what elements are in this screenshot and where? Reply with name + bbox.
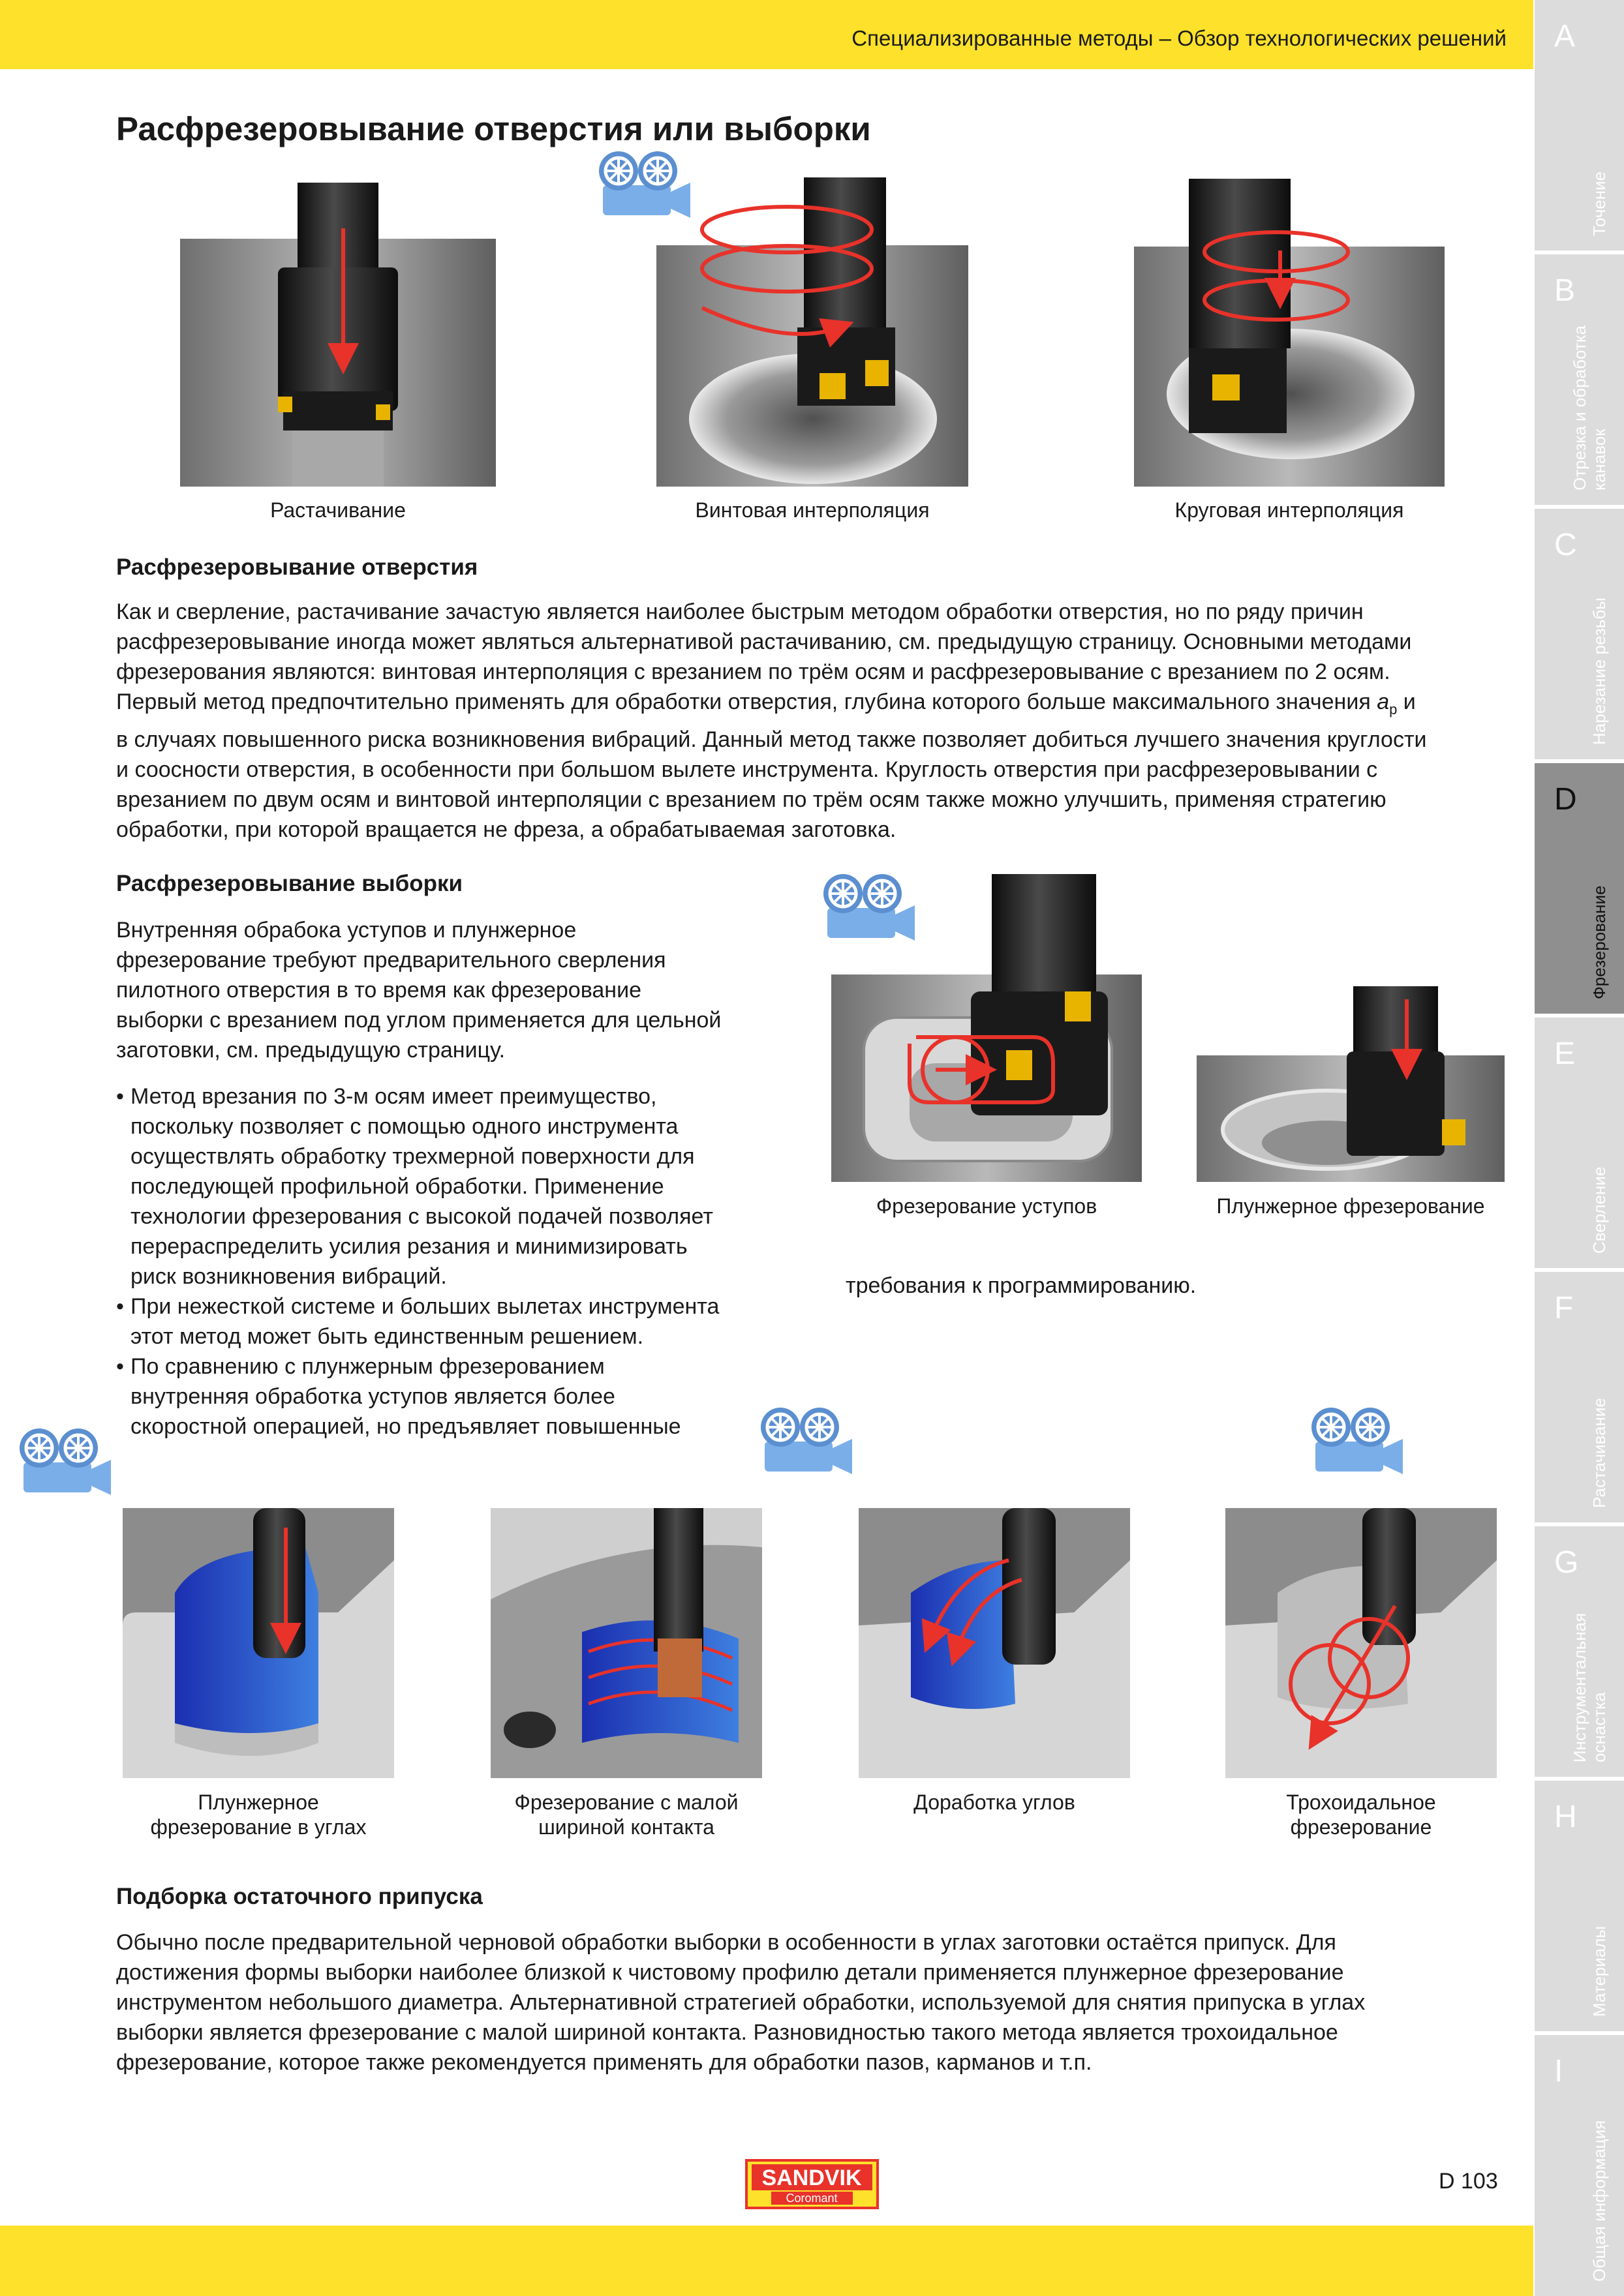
tab-a[interactable]: [1535, 0, 1624, 250]
paragraph-line: фрезерование требуют предварительного сверления: [116, 948, 666, 973]
logo-brand: SANDVIK: [761, 2166, 862, 2190]
tab-letter: D: [1554, 782, 1577, 817]
paragraph-line: и соосности отверстия, в особенности при большом вылете инструмента. Круглость отверстия при расфрезеровывании с: [116, 757, 1378, 782]
tab-letter: B: [1554, 273, 1576, 308]
paragraph-line: заготовки, см. предыдущую страницу.: [116, 1038, 506, 1063]
figure-circular-interpolation: [1134, 179, 1445, 487]
tab-label: Фрезерование: [1589, 885, 1609, 999]
tab-d[interactable]: [1535, 763, 1624, 1014]
tab-letter: E: [1554, 1036, 1576, 1071]
figure-trochoidal: [1225, 1508, 1497, 1778]
paragraph-line: пилотного отверстия в то время как фрезерование: [116, 978, 641, 1003]
section-intro: [116, 915, 801, 1065]
tab-letter: C: [1554, 528, 1577, 562]
paragraph-line: Как и сверление, растачивание зачастую является наиболее быстрым методом обработки отверстия, но по ряду причин: [116, 599, 1364, 624]
list-item: • При нежесткой системе и больших вылетах инструмента этот метод может быть единственным решением.: [116, 1292, 801, 1352]
figure-caption: Трохоидальное фрезерование: [1286, 1790, 1436, 1839]
figure-boring: [180, 183, 496, 487]
paragraph-line: инструментом небольшого диаметра. Альтернативной стратегией обработки, используемой для снятия припуска в углах: [116, 1990, 1366, 2015]
tab-letter: A: [1554, 19, 1576, 53]
section-heading: Подборка остаточного припуска: [116, 1884, 483, 1909]
tab-e[interactable]: [1535, 1018, 1624, 1268]
tab-label: Точение: [1589, 171, 1609, 236]
section-paragraph: [116, 1927, 1512, 2077]
paragraph-line: Внутренняя обрабока уступов и плунжерное: [116, 918, 577, 943]
tab-label: Растачивание: [1589, 1398, 1609, 1508]
header-title: Специализированные методы – Обзор технологических решений: [851, 26, 1507, 50]
paragraph-line: врезанием по двум осям и винтовой интерполяции с врезанием по трём осям также можно улучшить, применяя стратегию: [116, 787, 1387, 812]
paragraph-line: выборки является фрезерование с малой шириной контакта. Разновидностью такого метода является трохоидальное: [116, 2020, 1338, 2045]
tab-g[interactable]: [1535, 1526, 1624, 1777]
video-camera-icon[interactable]: [14, 1426, 119, 1499]
figure-caption: Плунжерное фрезерование: [1216, 1194, 1485, 1218]
section-heading: Расфрезеровывание выборки: [116, 871, 463, 896]
figure-caption: Фрезерование с малой шириной контакта: [514, 1790, 739, 1839]
paragraph-line: расфрезеровывание иногда может являться альтернативой растачиванию, см. предыдущую страницу. Основными методами: [116, 629, 1412, 654]
tab-label: Материалы: [1589, 1926, 1609, 2017]
video-camera-icon[interactable]: [1306, 1405, 1411, 1478]
figure-caption: Растачивание: [270, 498, 406, 522]
side-tab-bar: [1535, 0, 1624, 2296]
tab-letter: H: [1554, 1800, 1577, 1834]
tab-letter: G: [1554, 1545, 1579, 1580]
page-number: D 103: [1439, 2169, 1498, 2194]
figure-corner-plunge: [123, 1508, 394, 1778]
figure-caption: Винтовая интерполяция: [695, 498, 930, 522]
section-paragraph: [116, 597, 1512, 845]
bullet-continuation: требования к программированию.: [846, 1273, 1197, 1298]
figure-caption: Плунжерное фрезерование в углах: [150, 1790, 367, 1839]
tab-label: Нарезание резьбы: [1589, 597, 1609, 745]
list-item: • Метод врезания по 3-м осям имеет преимущество, поскольку позволяет с помощью одного инструмента осуществлять обработку трехмерной поверхности для последующей профильной обработки. Применение технологии фрезерования с высокой подачей позволяет перераспределить усилия резания и минимизировать риск возникновения вибраций.: [116, 1081, 801, 1292]
footer-band: [0, 2226, 1533, 2296]
figure-caption: Фрезерование уступов: [876, 1194, 1097, 1218]
tab-b[interactable]: [1535, 254, 1624, 505]
tab-h[interactable]: [1535, 1781, 1624, 2031]
sandvik-logo: [745, 2159, 879, 2209]
figure-low-engagement: [491, 1508, 762, 1778]
section-heading: Расфрезеровывание отверстия: [116, 554, 478, 580]
figure-plunge-milling: [1197, 986, 1505, 1182]
tab-label: Сверление: [1589, 1166, 1609, 1254]
logo-sub: Coromant: [786, 2192, 838, 2205]
paragraph-line: в случаях повышенного риска возникновения вибраций. Данный метод также позволяет добиться лучшего значения круглости: [116, 727, 1427, 752]
figure-shoulder-milling: [831, 874, 1142, 1182]
paragraph-line: Обычно после предварительной черновой обработки выборки в особенности в углах заготовки остаётся припуск. Для: [116, 1930, 1336, 1955]
bullet-list: [116, 1081, 801, 1442]
paragraph-line: фрезерования являются: винтовая интерполяция с врезанием по трём осям и расфрезеровывание с врезанием по 2 осям.: [116, 659, 1390, 684]
figure-caption: Доработка углов: [913, 1790, 1075, 1814]
tab-c[interactable]: [1535, 509, 1624, 759]
tab-label: Общая информация: [1589, 2120, 1609, 2282]
figure-corner-finishing: [859, 1508, 1130, 1778]
tab-letter: I: [1554, 2054, 1563, 2089]
tab-letter: F: [1554, 1291, 1574, 1325]
paragraph-line: достижения формы выборки наиболее близкой к чистовому профилю детали применяется плунжерное фрезерование: [116, 1960, 1344, 1985]
tab-label: Отрезка и обработка канавок: [1570, 325, 1609, 491]
page-title: Расфрезеровывание отверстия или выборки: [116, 110, 871, 147]
paragraph-line: обработки, при которой вращается не фреза, а обрабатываемая заготовка.: [116, 817, 896, 842]
video-camera-icon[interactable]: [756, 1405, 860, 1478]
figure-helical-interpolation: [656, 177, 968, 487]
tab-f[interactable]: [1535, 1272, 1624, 1522]
paragraph-line: Первый метод предпочтительно применять для обработки отверстия, глубина которого больше максимального значения $a_p$ и: [116, 689, 1416, 718]
list-item: • По сравнению с плунжерным фрезерованием внутренняя обработка уступов является более скоростной операцией, но предъявляет повышенные: [116, 1352, 801, 1442]
tab-label: Инструментальная оснастка: [1570, 1612, 1609, 1762]
paragraph-line: выборки с врезанием под углом применяется для цельной: [116, 1008, 722, 1033]
tab-i[interactable]: [1535, 2035, 1624, 2296]
figure-caption: Круговая интерполяция: [1174, 498, 1404, 522]
paragraph-line: фрезерование, которое также рекомендуется применять для обработки пазов, карманов и т.п.: [116, 2050, 1092, 2075]
